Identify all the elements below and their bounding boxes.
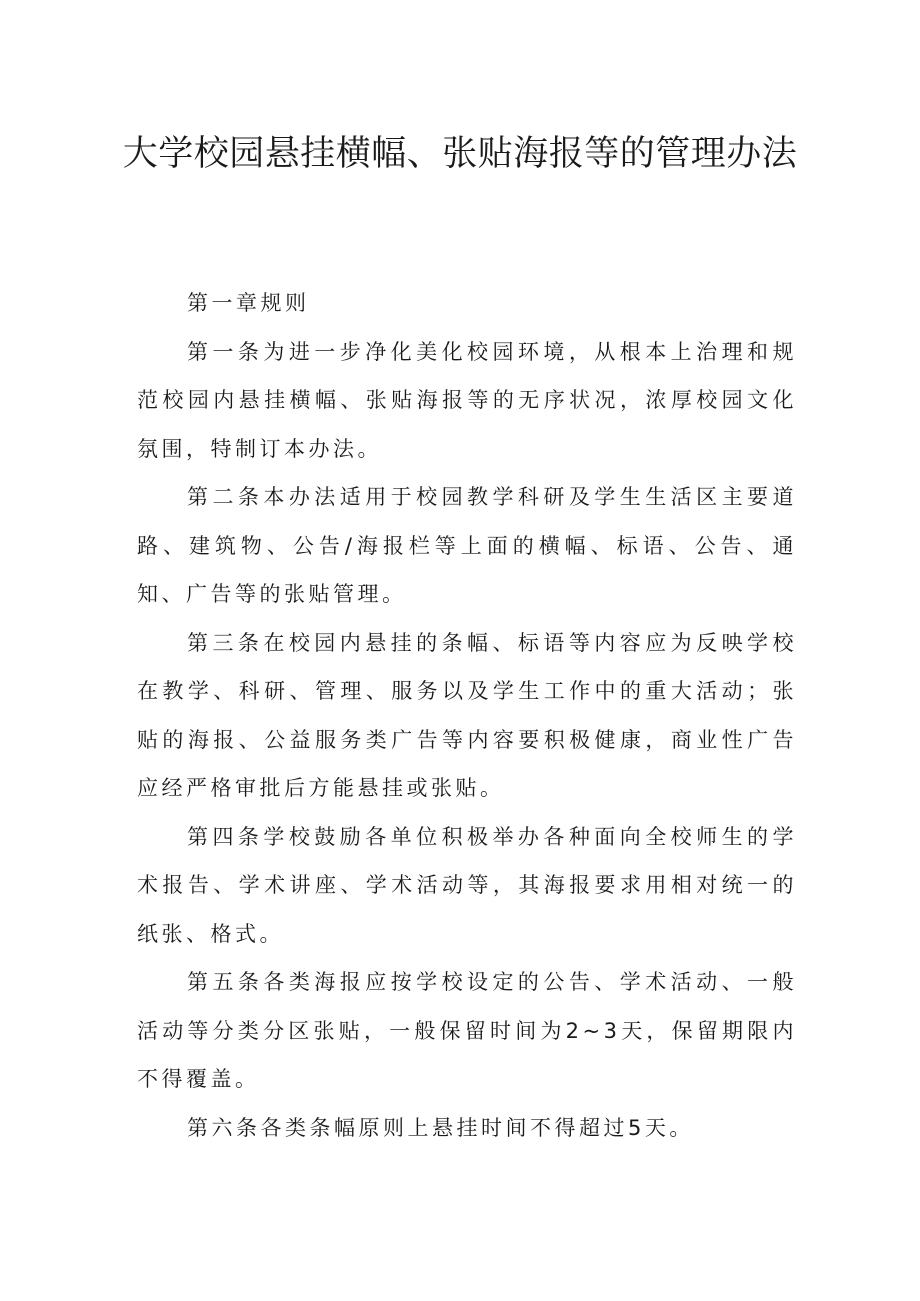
document-body bbox=[137, 279, 797, 1152]
article-6: 第六条各类条幅原则上悬挂时间不得超过5天。 bbox=[187, 1115, 694, 1140]
article-1: 第一条为进一步净化美化校园环境，从根本上治理和规范校园内悬挂横幅、张贴海报等的无序状况，浓厚校园文化氛围，特制订本办法。 bbox=[137, 339, 797, 461]
article-4: 第四条学校鼓励各单位积极举办各种面向全校师生的学术报告、学术讲座、学术活动等，其海报要求用相对统一的纸张、格式。 bbox=[137, 824, 797, 946]
article-5: 第五条各类海报应按学校设定的公告、学术活动、一般活动等分类分区张贴，一般保留时间为2~3天，保留期限内不得覆盖。 bbox=[137, 970, 797, 1091]
document-title: 大学校园悬挂横幅、张贴海报等的管理办法 bbox=[122, 134, 798, 174]
article-2: 第二条本办法适用于校园教学科研及学生生活区主要道路、建筑物、公告/海报栏等上面的横幅、标语、公告、通知、广告等的张贴管理。 bbox=[137, 485, 797, 606]
article-3: 第三条在校园内悬挂的条幅、标语等内容应为反映学校在教学、科研、管理、服务以及学生工作中的重大活动；张贴的海报、公益服务类广告等内容要积极健康，商业性广告应经严格审批后方能悬挂或张贴。 bbox=[137, 630, 797, 800]
chapter-heading: 第一章规则 bbox=[187, 291, 310, 315]
